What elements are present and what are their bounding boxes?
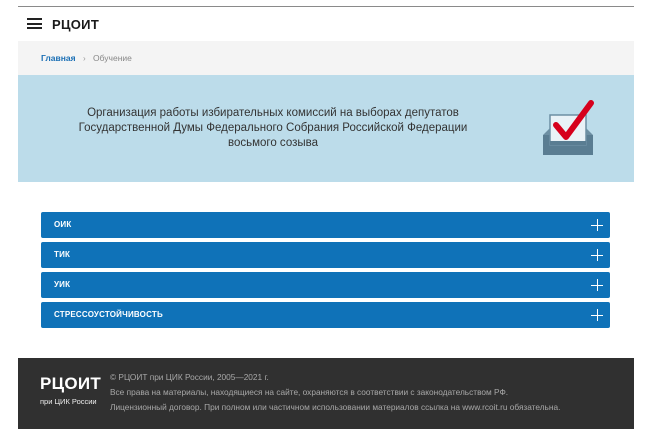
plus-icon[interactable] xyxy=(591,279,603,291)
banner-title-line: Государственной Думы Федерального Собрания Российской Федерации xyxy=(78,122,468,134)
footer-text xyxy=(110,370,560,415)
ballot-box-check-icon xyxy=(539,97,597,157)
breadcrumb xyxy=(18,41,634,75)
accordion-item-oik[interactable] xyxy=(41,212,610,238)
banner-title xyxy=(68,106,478,151)
site-header xyxy=(18,7,634,41)
banner-title-line: Организация работы избирательных комиссий на выборах депутатов xyxy=(87,107,459,119)
footer-logo[interactable] xyxy=(40,374,101,406)
site-footer xyxy=(18,358,634,429)
breadcrumb-home-link[interactable]: Главная xyxy=(41,53,76,63)
footer-copyright: © РЦОИТ при ЦИК России, 2005—2021 г. xyxy=(110,372,269,382)
accordion-label: СТРЕССОУСТОЙЧИВОСТЬ xyxy=(54,310,163,319)
accordion-item-uik[interactable] xyxy=(41,272,610,298)
accordion-label: ОИК xyxy=(54,220,72,229)
plus-icon[interactable] xyxy=(591,249,603,261)
breadcrumb-separator: › xyxy=(82,54,86,63)
footer-logo-subtitle: при ЦИК России xyxy=(40,397,97,406)
banner-title-line: восьмого созыва xyxy=(227,137,318,149)
plus-icon[interactable] xyxy=(591,309,603,321)
breadcrumb-current: Обучение xyxy=(93,53,132,63)
footer-logo-text: РЦОИТ xyxy=(40,374,102,393)
plus-icon[interactable] xyxy=(591,219,603,231)
accordion-label: ТИК xyxy=(54,250,71,259)
accordion-item-stress[interactable] xyxy=(41,302,610,328)
site-logo[interactable] xyxy=(52,17,99,32)
footer-license: Лицензионный договор. При полном или частичном использовании материалов ссылка на www.rcoit.ru обязательна. xyxy=(110,402,561,412)
accordion-item-tik[interactable] xyxy=(41,242,610,268)
footer-rights: Все права на материалы, находящиеся на сайте, охраняются в соответствии с законодательством РФ. xyxy=(110,387,509,397)
accordion-label: УИК xyxy=(54,280,71,289)
course-banner xyxy=(18,75,634,182)
logo-text: РЦОИТ xyxy=(52,17,100,32)
hamburger-icon[interactable] xyxy=(27,18,42,29)
